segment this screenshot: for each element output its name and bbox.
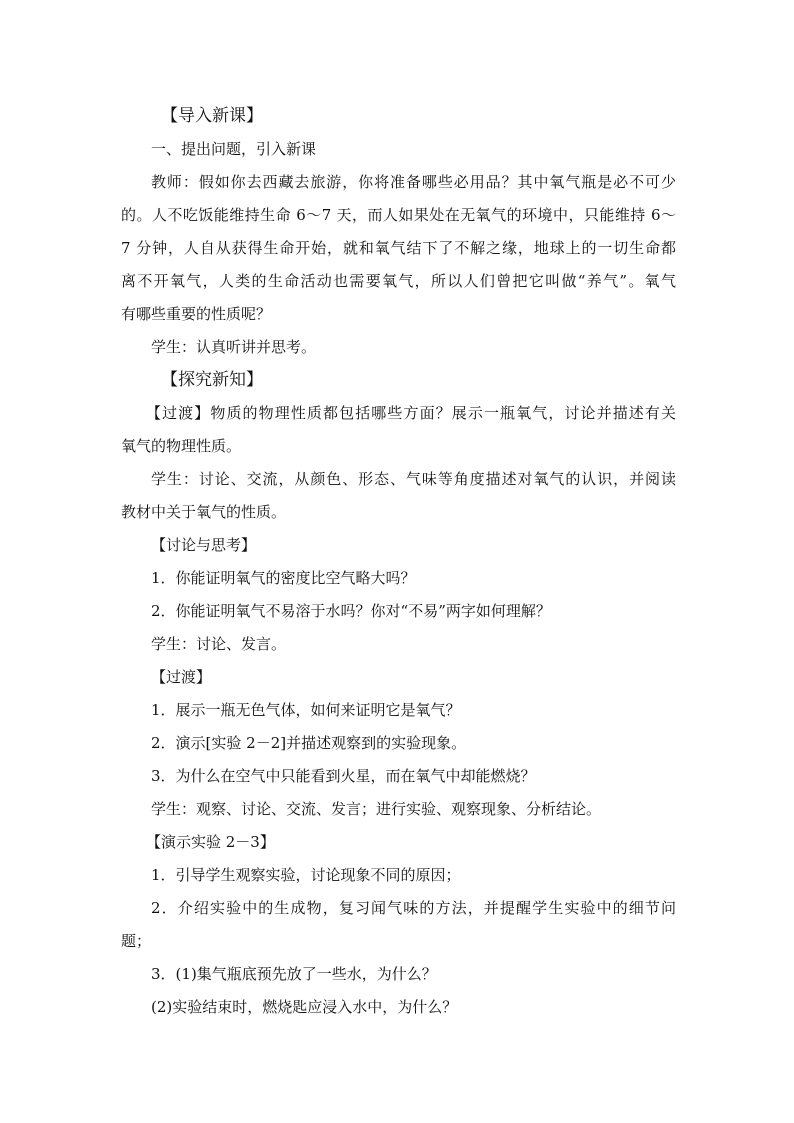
list-item: 1．展示一瓶无色气体，如何来证明它是氧气？: [151, 701, 461, 719]
list-item: 2．你能证明氧气不易溶于水吗？你对“不易”两字如何理解？: [151, 602, 551, 620]
list-item: 3．为什么在空气中只能看到火星，而在氧气中却能燃烧？: [151, 767, 536, 785]
student-response: 学生：观察、讨论、交流、发言；进行实验、观察现象、分析结论。: [151, 800, 602, 818]
paragraph-line: 【过渡】物质的物理性质都包括哪些方面？展示一瓶氧气，讨论并描述有关: [146, 404, 676, 422]
section-label-discussion: 【讨论与思考】: [151, 536, 257, 554]
list-item: 2．演示[实验 2－2]并描述观察到的实验现象。: [151, 734, 467, 752]
document-body: [121, 100, 676, 1024]
list-item: 1．你能证明氧气的密度比空气略大吗？: [151, 569, 416, 587]
paragraph-line: 氧气的物理性质。: [121, 437, 242, 455]
list-item: 1．引导学生观察实验，讨论现象不同的原因；: [151, 866, 461, 884]
list-item-continuation: 题；: [121, 932, 152, 950]
list-item: (2)实验结束时，燃烧匙应浸入水中，为什么？: [151, 998, 458, 1016]
section-label-demo: 【演示实验 2－3】: [146, 833, 275, 851]
section-heading-intro: 【导入新课】: [161, 106, 263, 126]
list-item: 2．介绍实验中的生成物，复习闻气味的方法，并提醒学生实验中的细节问: [151, 899, 676, 917]
paragraph-line: 7 分钟，人自从获得生命开始，就和氧气结下了不解之缘，地球上的一切生命都: [121, 239, 676, 257]
section-label-transition: 【过渡】: [151, 668, 212, 686]
paragraph-line: 有哪些重要的性质呢？: [121, 305, 272, 323]
paragraph-line: 教师：假如你去西藏去旅游，你将准备哪些必用品？其中氧气瓶是必不可少: [151, 173, 676, 191]
student-response: 学生：认真听讲并思考。: [151, 338, 317, 356]
section-heading-explore: 【探究新知】: [161, 370, 263, 390]
paragraph-line: 离不开氧气，人类的生命活动也需要氧气，所以人们曾把它叫做“养气”。氧气: [121, 272, 676, 290]
paragraph-line: 的。人不吃饭能维持生命 6～7 天，而人如果处在无氧气的环境中，只能维持 6～: [121, 206, 676, 224]
student-response: 学生：讨论、发言。: [151, 635, 287, 653]
paragraph-line: 学生：讨论、交流，从颜色、形态、气味等角度描述对氧气的认识，并阅读: [151, 470, 676, 488]
list-item: 3．(1)集气瓶底预先放了一些水，为什么？: [151, 965, 437, 983]
subheading: 一、提出问题，引入新课: [151, 140, 317, 158]
paragraph-line: 教材中关于氧气的性质。: [121, 503, 287, 521]
